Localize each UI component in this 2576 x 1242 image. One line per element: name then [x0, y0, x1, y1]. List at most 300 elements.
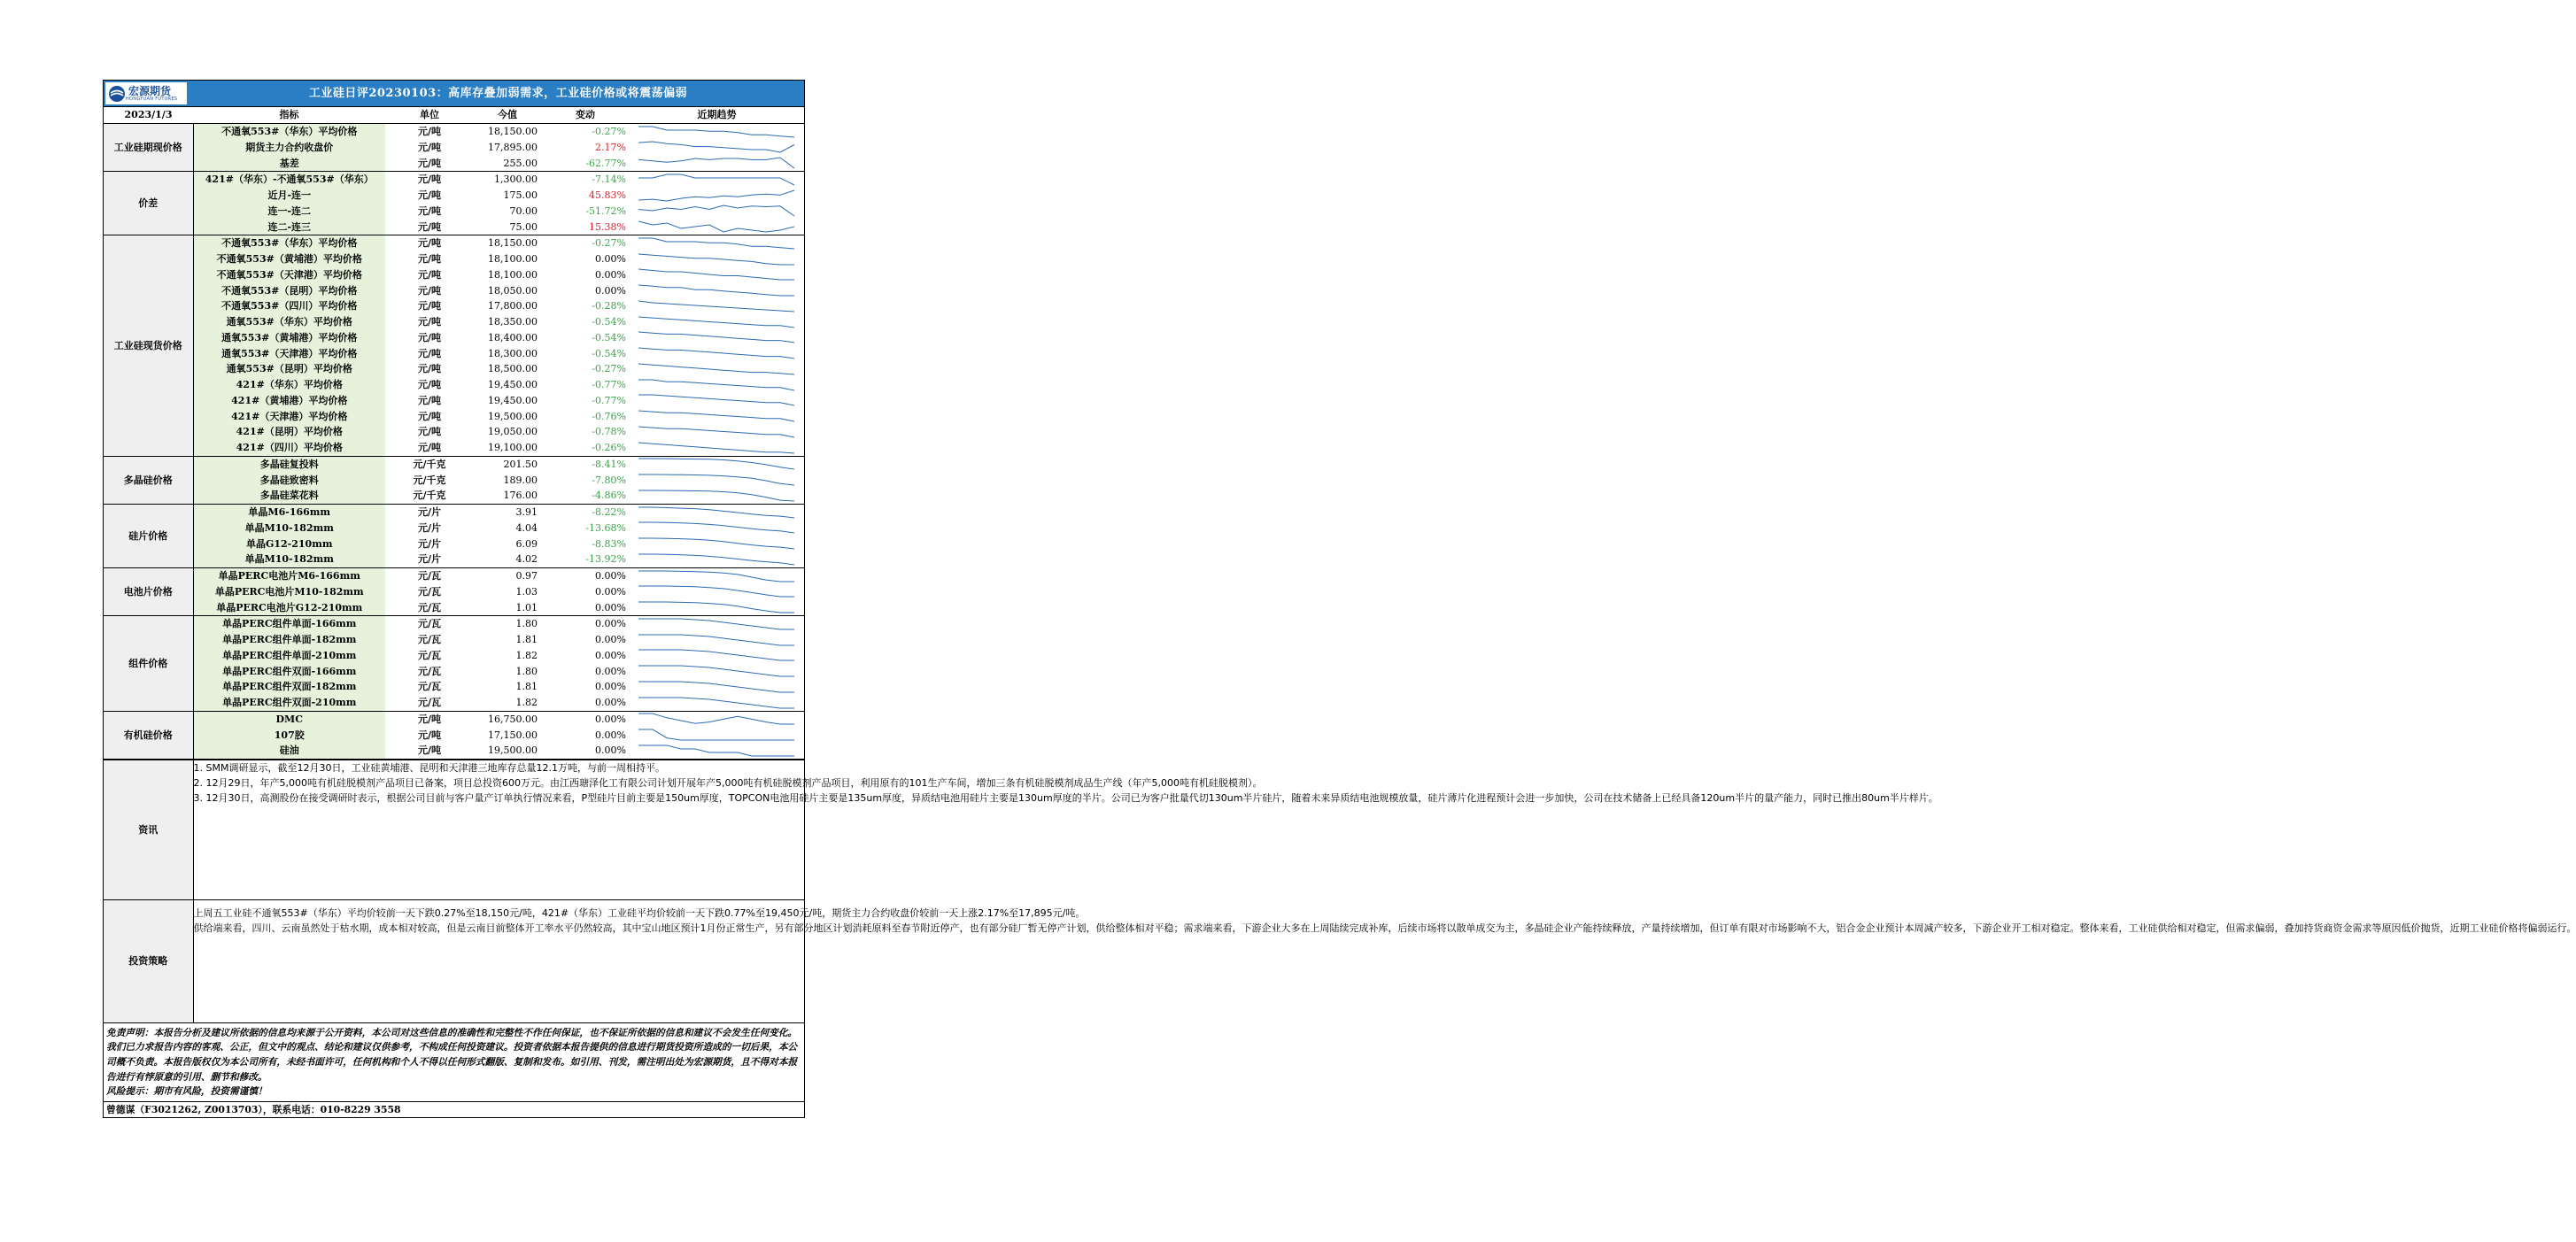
sparkline-cell — [630, 140, 804, 156]
sparkline-chart — [637, 617, 796, 631]
sparkline-chart — [637, 473, 796, 487]
sparkline-series — [638, 571, 794, 582]
sparkline-series — [638, 142, 794, 152]
sparkline-chart — [637, 664, 796, 678]
indicator-name: 通氧553#（黄埔港）平均价格 — [193, 330, 385, 346]
sparkline-cell — [630, 219, 804, 235]
report-title: 工业硅日评20230103：高库存叠加弱需求，工业硅价格或将震荡偏弱 — [308, 87, 688, 100]
sparkline-cell — [630, 552, 804, 567]
indicator-name: 不通氧553#（黄埔港）平均价格 — [193, 251, 385, 267]
indicator-name: 107胶 — [193, 727, 385, 743]
sparkline-cell — [630, 695, 804, 711]
unit-cell: 元/吨 — [417, 713, 442, 725]
value-cell: 18,350.00 — [488, 316, 538, 328]
sparkline-chart — [637, 267, 796, 282]
col-unit: 单位 — [385, 107, 474, 123]
change-cell: 0.00% — [595, 634, 626, 646]
change-cell: -4.86% — [541, 488, 630, 504]
sparkline-chart — [637, 441, 796, 455]
table-row — [104, 727, 804, 743]
sparkline-cell — [630, 663, 804, 679]
unit-cell: 元/吨 — [417, 126, 442, 138]
unit-cell: 元/片 — [417, 521, 442, 534]
change-cell: 0.00% — [595, 649, 626, 661]
change-cell: 0.00% — [595, 284, 626, 297]
table-row — [104, 219, 804, 235]
table-row — [104, 472, 804, 488]
category-label: 电池片价格 — [104, 567, 193, 615]
sparkline-chart — [637, 648, 796, 662]
change-cell: 0.00% — [541, 743, 630, 759]
strategy-row — [104, 899, 804, 1022]
sparkline-cell — [630, 330, 804, 346]
unit-cell: 元/瓦 — [417, 665, 442, 677]
change-cell: 0.00% — [595, 729, 626, 741]
value-cell: 255.00 — [474, 155, 541, 171]
analyst-contact: 曾德谋（F3021262, Z0013703），联系电话：010-8229 3558 — [104, 1101, 804, 1117]
unit-cell: 元/吨 — [385, 440, 474, 456]
sparkline-cell — [630, 632, 804, 648]
sparkline-cell — [630, 123, 804, 139]
change-cell: -8.83% — [592, 537, 626, 550]
table-row — [104, 314, 804, 330]
sparkline-cell — [630, 172, 804, 188]
col-trend: 近期趋势 — [630, 107, 804, 123]
sparkline-series — [638, 538, 794, 549]
table-row — [104, 123, 804, 139]
price-table — [104, 107, 804, 760]
sparkline-cell — [630, 504, 804, 520]
sparkline-series — [638, 474, 794, 485]
logo-text: 宏源期货 — [128, 84, 172, 97]
value-cell: 4.02 — [474, 552, 541, 567]
table-row — [104, 663, 804, 679]
category-label: 组件价格 — [104, 616, 193, 712]
indicator-name: 单晶PERC电池片M6-166mm — [193, 567, 385, 583]
report-date: 2023/1/3 — [104, 107, 193, 123]
sparkline-series — [638, 332, 794, 343]
value-cell: 3.91 — [515, 506, 538, 519]
value-cell: 1.81 — [515, 634, 538, 646]
change-cell: 0.00% — [541, 599, 630, 615]
sparkline-series — [638, 301, 794, 312]
news-row — [104, 760, 804, 899]
value-cell: 70.00 — [509, 204, 538, 217]
sparkline-series — [638, 522, 794, 533]
sparkline-cell — [630, 298, 804, 314]
value-cell: 19,050.00 — [488, 426, 538, 438]
sparkline-chart — [637, 140, 796, 154]
change-cell: -0.78% — [592, 426, 626, 438]
unit-cell: 元/吨 — [417, 394, 442, 406]
value-cell: 0.97 — [515, 570, 538, 582]
value-cell: 18,400.00 — [488, 331, 538, 343]
indicator-name: 单晶PERC电池片M10-182mm — [193, 584, 385, 600]
value-cell: 1,300.00 — [494, 174, 538, 186]
indicator-name: 多晶硅复投料 — [193, 456, 385, 472]
sparkline-cell — [630, 599, 804, 615]
unit-cell: 元/吨 — [417, 316, 442, 328]
change-cell: -8.41% — [592, 458, 626, 470]
sparkline-chart — [637, 252, 796, 266]
sparkline-series — [638, 602, 794, 613]
value-cell: 19,450.00 — [488, 394, 538, 406]
sparkline-cell — [630, 536, 804, 552]
indicator-name: 单晶M10-182mm — [193, 552, 385, 567]
change-cell: -0.27% — [592, 126, 626, 138]
sparkline-chart — [637, 457, 796, 471]
sparkline-cell — [630, 679, 804, 695]
sparkline-chart — [637, 680, 796, 694]
unit-cell: 元/片 — [417, 537, 442, 550]
change-cell: -7.14% — [592, 174, 626, 186]
table-row — [104, 504, 804, 520]
sparkline-cell — [630, 743, 804, 759]
change-cell: 0.00% — [595, 570, 626, 582]
sparkline-chart — [637, 204, 796, 218]
table-row — [104, 695, 804, 711]
change-cell: -0.27% — [592, 363, 626, 375]
unit-cell: 元/吨 — [417, 141, 442, 153]
sparkline-cell — [630, 440, 804, 456]
sparkline-series — [638, 380, 794, 390]
sparkline-chart — [637, 489, 796, 503]
indicator-name: 多晶硅菜花料 — [193, 488, 385, 504]
change-cell: -8.22% — [592, 506, 626, 519]
sparkline-chart — [637, 425, 796, 439]
sparkline-series — [638, 411, 794, 421]
change-cell: 45.83% — [589, 189, 626, 202]
sparkline-chart — [637, 728, 796, 742]
sparkline-chart — [637, 633, 796, 647]
table-row — [104, 172, 804, 188]
value-cell: 1.81 — [515, 681, 538, 693]
unit-cell: 元/瓦 — [417, 618, 442, 630]
table-row — [104, 282, 804, 298]
table-row — [104, 267, 804, 283]
sparkline-cell — [630, 282, 804, 298]
change-cell: -0.76% — [592, 410, 626, 422]
sparkline-series — [638, 586, 794, 597]
table-row — [104, 521, 804, 536]
unit-cell: 元/吨 — [417, 410, 442, 422]
company-logo — [105, 82, 187, 104]
sparkline-cell — [630, 488, 804, 504]
value-cell: 18,100.00 — [488, 268, 538, 281]
indicator-name: 单晶PERC组件双面-166mm — [193, 663, 385, 679]
value-cell: 18,150.00 — [488, 126, 538, 138]
sparkline-series — [638, 729, 794, 740]
sparkline-series — [638, 174, 794, 185]
indicator-name: 单晶PERC组件单面-210mm — [193, 648, 385, 664]
sparkline-chart — [637, 521, 796, 535]
value-cell: 1.01 — [474, 599, 541, 615]
sparkline-cell — [630, 155, 804, 171]
indicator-name: 单晶M10-182mm — [193, 521, 385, 536]
indicator-name: 421#（昆明）平均价格 — [193, 424, 385, 440]
disclaimer-text: 免责声明：本报告分析及建议所依据的信息均来源于公开资料，本公司对这些信息的准确性和完整性不作任何保证，也不保证所依据的信息和建议不会发生任何变化。我们已力求报告内容的客观、公正，但文中的观点、结论和建议仅供参考，不构成任何投资建议。投资者依据本报告提供的信息进行期货投资所造成的一切后果，本公司概不负责。本报告版权仅为本公司所有，未经书面许可，任何机构和个人不得以任何形式翻版、复制和发布。如引用、刊发，需注明出处为宏源期货，且不得对本报告进行有悖原意的引用、删节和修改。 — [106, 1026, 798, 1083]
unit-cell: 元/瓦 — [385, 695, 474, 711]
unit-cell: 元/千克 — [413, 474, 446, 486]
unit-cell: 元/吨 — [417, 268, 442, 281]
sparkline-series — [638, 127, 794, 137]
sparkline-chart — [637, 125, 796, 139]
table-row — [104, 584, 804, 600]
sparkline-series — [638, 554, 794, 565]
unit-cell: 元/吨 — [385, 743, 474, 759]
table-row — [104, 552, 804, 567]
value-cell: 18,300.00 — [488, 347, 538, 359]
value-cell: 18,100.00 — [488, 253, 538, 266]
indicator-name: 单晶PERC组件双面-210mm — [193, 695, 385, 711]
col-value: 今值 — [474, 107, 541, 123]
unit-cell: 元/吨 — [417, 729, 442, 741]
change-cell: 15.38% — [541, 219, 630, 235]
unit-cell: 元/吨 — [385, 219, 474, 235]
sparkline-cell — [630, 472, 804, 488]
value-cell: 4.04 — [515, 521, 538, 534]
sparkline-cell — [630, 456, 804, 472]
sparkline-series — [638, 254, 794, 265]
change-cell: 2.17% — [595, 141, 626, 153]
unit-cell: 元/吨 — [417, 189, 442, 202]
indicator-name: 单晶PERC组件单面-182mm — [193, 632, 385, 648]
change-cell: 0.00% — [595, 253, 626, 266]
category-label: 多晶硅价格 — [104, 456, 193, 504]
indicator-name: 期货主力合约收盘价 — [193, 140, 385, 156]
sparkline-chart — [637, 584, 796, 598]
table-row — [104, 377, 804, 393]
change-cell: -0.26% — [541, 440, 630, 456]
sparkline-series — [638, 158, 794, 168]
indicator-name: 硅油 — [193, 743, 385, 759]
change-cell: -0.27% — [592, 237, 626, 250]
value-cell: 18,500.00 — [488, 363, 538, 375]
unit-cell: 元/吨 — [417, 426, 442, 438]
sparkline-chart — [637, 600, 796, 614]
indicator-name: 421#（华东）平均价格 — [193, 377, 385, 393]
table-row — [104, 679, 804, 695]
sparkline-series — [638, 650, 794, 660]
change-cell: 0.00% — [595, 681, 626, 693]
logo-subtext: HONGYUAN FUTURES — [126, 96, 178, 102]
sparkline-series — [638, 364, 794, 374]
sparkline-series — [638, 317, 794, 328]
change-cell: 0.00% — [595, 268, 626, 281]
table-row — [104, 204, 804, 220]
indicator-name: 连二-连三 — [193, 219, 385, 235]
category-label: 硅片价格 — [104, 504, 193, 567]
sparkline-chart — [637, 409, 796, 423]
sparkline-chart — [637, 712, 796, 726]
col-change: 变动 — [541, 107, 630, 123]
indicator-name: 连一-连二 — [193, 204, 385, 220]
value-cell: 19,500.00 — [474, 743, 541, 759]
sparkline-chart — [637, 569, 796, 583]
change-cell: -7.80% — [592, 474, 626, 486]
sparkline-series — [638, 714, 794, 724]
sparkline-chart — [637, 744, 796, 758]
sparkline-series — [638, 459, 794, 469]
sparkline-series — [638, 348, 794, 359]
indicator-name: 不通氧553#（华东）平均价格 — [193, 123, 385, 139]
value-cell: 1.80 — [515, 618, 538, 630]
unit-cell: 元/千克 — [413, 458, 446, 470]
value-cell: 176.00 — [474, 488, 541, 504]
indicator-name: 不通氧553#（四川）平均价格 — [193, 298, 385, 314]
sparkline-chart — [637, 330, 796, 344]
change-cell: -0.54% — [592, 347, 626, 359]
sparkline-cell — [630, 567, 804, 583]
unit-cell: 元/瓦 — [417, 585, 442, 598]
table-row — [104, 235, 804, 251]
sparkline-cell — [630, 727, 804, 743]
value-cell: 19,450.00 — [488, 379, 538, 391]
sparkline-cell — [630, 267, 804, 283]
commentary-table — [104, 760, 2576, 1022]
table-row — [104, 567, 804, 583]
sparkline-chart — [637, 393, 796, 407]
sparkline-series — [638, 619, 794, 629]
sparkline-series — [638, 745, 794, 756]
unit-cell: 元/吨 — [417, 237, 442, 250]
unit-cell: 元/吨 — [417, 300, 442, 312]
table-row — [104, 393, 804, 409]
unit-cell: 元/吨 — [417, 363, 442, 375]
indicator-name: 不通氧553#（昆明）平均价格 — [193, 282, 385, 298]
sparkline-series — [638, 666, 794, 676]
sparkline-chart — [637, 362, 796, 376]
unit-cell: 元/吨 — [417, 174, 442, 186]
news-label: 资讯 — [104, 760, 193, 899]
change-cell: -0.77% — [592, 379, 626, 391]
indicator-name: 421#（华东）-不通氧553#（华东） — [193, 172, 385, 188]
strategy-paragraph: 上周五工业硅不通氧553#（华东）平均价较前一天下跌0.27%至18,150元/吨，421#（华东）工业硅平均价较前一天下跌0.77%至19,450元/吨，期货主力合约收盘价较前一天上涨2.17%至17,895元/吨。 — [193, 906, 1086, 919]
unit-cell: 元/瓦 — [417, 649, 442, 661]
disclaimer-block — [104, 1022, 804, 1101]
news-item: 2. 12月29日，年产5,000吨有机硅脱模剂产品项目已备案，项目总投资600万元。由江西瑭泽化工有限公司计划开展年产5,000吨有机硅脱模剂产品项目，利用原有的101生产车间，增加三条有机硅脱模剂成品生产线（年产5,000吨有机硅脱模剂）。 — [193, 776, 1263, 789]
sparkline-chart — [637, 552, 796, 567]
category-label: 价差 — [104, 172, 193, 235]
indicator-name: 通氧553#（昆明）平均价格 — [193, 361, 385, 377]
sparkline-chart — [637, 283, 796, 297]
sparkline-series — [638, 507, 794, 518]
sparkline-series — [638, 427, 794, 437]
sparkline-cell — [630, 584, 804, 600]
col-indicator: 指标 — [193, 107, 385, 123]
sparkline-cell — [630, 204, 804, 220]
indicator-name: 不通氧553#（华东）平均价格 — [193, 235, 385, 251]
unit-cell: 元/瓦 — [417, 570, 442, 582]
table-row — [104, 188, 804, 204]
unit-cell: 元/吨 — [385, 155, 474, 171]
sparkline-chart — [637, 173, 796, 187]
unit-cell: 元/千克 — [385, 488, 474, 504]
sparkline-chart — [637, 378, 796, 392]
report-header — [104, 81, 804, 107]
indicator-name: 单晶PERC电池片G12-210mm — [193, 599, 385, 615]
value-cell: 18,150.00 — [488, 237, 538, 250]
table-row — [104, 456, 804, 472]
table-row — [104, 330, 804, 346]
unit-cell: 元/吨 — [417, 204, 442, 217]
table-row — [104, 440, 804, 456]
sparkline-series — [638, 395, 794, 405]
strategy-paragraph: 供给端来看，四川、云南虽然处于枯水期，成本相对较高，但是云南目前整体开工率水平仍然较高，其中宝山地区预计1月份正常生产，另有部分地区计划消耗原料至春节附近停产，也有部分硅厂暂无停产计划，供给整体相对平稳；需求端来看，下游企业大多在上周陆续完成补库，后续市场将以散单成交为主，多晶硅企业产能持续释放，产量持续增加，但订单有限对市场影响不大，铝合金企业预计本周减产较多，下游企业开工相对稳定。整体来看，工业硅供给相对稳定，但需求偏弱，叠加持货商资金需求等原因低价抛货，近期工业硅价格将偏弱运行。 — [193, 922, 2576, 934]
change-cell: 0.00% — [595, 665, 626, 677]
indicator-name: 421#（四川）平均价格 — [193, 440, 385, 456]
value-cell: 18,050.00 — [488, 284, 538, 297]
change-cell: -13.68% — [585, 521, 626, 534]
sparkline-series — [638, 269, 794, 280]
sparkline-series — [638, 190, 794, 201]
sparkline-chart — [637, 220, 796, 234]
strategy-body — [193, 899, 2576, 1022]
value-cell: 19,500.00 — [488, 410, 538, 422]
change-cell: 0.00% — [595, 713, 626, 725]
sparkline-series — [638, 205, 794, 216]
report-sheet — [103, 80, 2576, 1118]
change-cell: -0.54% — [592, 316, 626, 328]
table-row — [104, 408, 804, 424]
value-cell: 17,800.00 — [488, 300, 538, 312]
indicator-name: 单晶G12-210mm — [193, 536, 385, 552]
indicator-name: 单晶PERC组件双面-182mm — [193, 679, 385, 695]
value-cell: 1.82 — [515, 649, 538, 661]
sparkline-series — [638, 682, 794, 692]
indicator-name: 近月-连一 — [193, 188, 385, 204]
sparkline-chart — [637, 346, 796, 360]
change-cell: 0.00% — [541, 695, 630, 711]
change-cell: -51.72% — [585, 204, 626, 217]
value-cell: 201.50 — [503, 458, 538, 470]
change-cell: -62.77% — [541, 155, 630, 171]
sparkline-chart — [637, 536, 796, 551]
table-row — [104, 632, 804, 648]
change-cell: -0.28% — [592, 300, 626, 312]
sparkline-cell — [630, 521, 804, 536]
sparkline-series — [638, 221, 794, 232]
table-row — [104, 140, 804, 156]
indicator-name: 421#（天津港）平均价格 — [193, 408, 385, 424]
value-cell: 1.80 — [515, 665, 538, 677]
unit-cell: 元/吨 — [417, 347, 442, 359]
sparkline-cell — [630, 377, 804, 393]
unit-cell: 元/瓦 — [417, 634, 442, 646]
news-item: 1. SMM调研显示，截至12月30日，工业硅黄埔港、昆明和天津港三地库存总量12.1万吨，与前一周相持平。 — [193, 761, 665, 774]
value-cell: 17,150.00 — [488, 729, 538, 741]
sparkline-chart — [637, 189, 796, 203]
unit-cell: 元/吨 — [417, 284, 442, 297]
table-row — [104, 616, 804, 632]
category-label: 工业硅现货价格 — [104, 235, 193, 457]
unit-cell: 元/吨 — [417, 379, 442, 391]
table-row — [104, 648, 804, 664]
value-cell: 75.00 — [474, 219, 541, 235]
sparkline-cell — [630, 408, 804, 424]
sparkline-chart — [637, 696, 796, 710]
value-cell: 1.03 — [515, 585, 538, 598]
indicator-name: 单晶M6-166mm — [193, 504, 385, 520]
sparkline-series — [638, 490, 794, 501]
sparkline-chart — [637, 505, 796, 520]
sparkline-chart — [637, 236, 796, 251]
unit-cell: 元/片 — [417, 506, 442, 519]
sparkline-cell — [630, 424, 804, 440]
indicator-name: 基差 — [193, 155, 385, 171]
table-row — [104, 345, 804, 361]
unit-cell: 元/瓦 — [417, 681, 442, 693]
